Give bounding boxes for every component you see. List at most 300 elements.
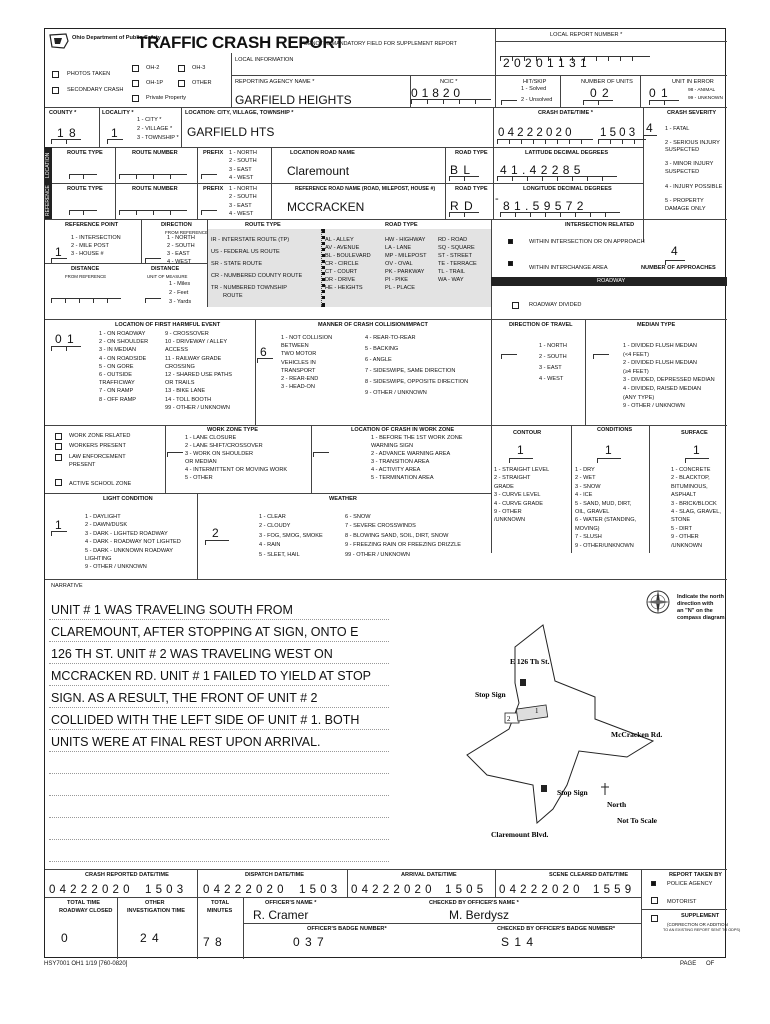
weather-option: 8 - BLOWING SAND, SOIL, DIRT, SNOW <box>345 532 449 539</box>
mandatory-note: *DENOTES MANDATORY FIELD FOR SUPPLEMENT REPORT <box>302 41 457 47</box>
contour-option: 3 - CURVE LEVEL <box>494 492 541 499</box>
total-label: TOTAL <box>211 900 230 906</box>
compass-note-4: compass diagram. <box>677 615 727 621</box>
harmful-event-option: 11 - RAILWAY GRADE <box>165 355 222 362</box>
road-type-label: ROAD TYPE <box>455 150 488 156</box>
within-intersection-checkbox[interactable] <box>508 239 513 244</box>
surface-option: 9 - OTHER <box>671 534 699 541</box>
law-enforcement-label-2: PRESENT <box>69 462 96 468</box>
reporting-agency[interactable]: GARFIELD HEIGHTS <box>235 93 352 107</box>
harmful-event-option: 7 - ON RAMP <box>99 388 134 395</box>
weather-value[interactable]: 2 <box>212 526 220 540</box>
county-value[interactable]: 1 8 <box>57 126 77 140</box>
other-checkbox[interactable] <box>178 80 185 87</box>
harmful-event-option: 5 - ON GORE <box>99 363 134 370</box>
arrival-label: ARRIVAL DATE/TIME <box>401 872 457 878</box>
surface-value[interactable]: 1 <box>693 443 701 457</box>
local-report-number-label: LOCAL REPORT NUMBER * <box>550 32 623 38</box>
work-zone-type-option: 3 - WORK ON SHOULDER <box>185 451 254 457</box>
rt-mp: MP - MILEPOST <box>385 253 427 259</box>
light-option: 5 - DARK - UNKNOWN ROADWAY <box>85 547 173 554</box>
dir-2: 2 - SOUTH <box>167 243 195 249</box>
rt-wa: WA - WAY <box>438 277 464 283</box>
badge-number[interactable]: 0 3 7 <box>293 935 325 949</box>
ruled-line <box>49 817 389 818</box>
light-option: 1 - DAYLIGHT <box>85 514 121 520</box>
surface-option: 3 - BRICK/BLOCK <box>671 500 717 507</box>
dispatch-time[interactable]: 1 5 0 3 <box>299 884 338 896</box>
ruled-line <box>49 795 389 796</box>
total-minutes[interactable]: 7 8 <box>203 935 223 949</box>
ref-road-name[interactable]: MCCRACKEN <box>287 200 365 214</box>
rt-pk: PK - PARKWAY <box>385 269 425 275</box>
officer-name-label: OFFICER'S NAME * <box>265 900 317 906</box>
narrative-line[interactable]: MCCRACKEN RD. UNIT # 1 FAILED TO YIELD AT STOP <box>51 669 372 683</box>
median-label: MEDIAN TYPE <box>637 322 676 328</box>
ruled-line <box>49 685 389 686</box>
condition-option: 2 - WET <box>575 475 596 482</box>
manner-option: 4 - REAR-TO-REAR <box>365 335 416 341</box>
work-zone-type-option: OR MEDIAN <box>185 459 217 465</box>
surface-option: ASPHALT <box>671 492 697 499</box>
crash-time[interactable]: 1 5 0 3 <box>600 127 636 139</box>
rt-hw: HW - HIGHWAY <box>385 237 426 243</box>
conditions-label: CONDITIONS <box>597 427 633 433</box>
rt-dr: DR - DRIVE <box>325 277 356 283</box>
rt-bl: BL - BOULEVARD <box>325 253 371 259</box>
surface-option: 4 - SLAG, GRAVEL, <box>671 509 721 515</box>
locality-label: LOCALITY * <box>102 110 134 116</box>
harmful-event-option: 3 - IN MEDIAN <box>99 347 136 354</box>
narrative-line[interactable]: 126 TH ST. UNIT # 2 WAS TRAVELING WEST ON <box>51 647 333 661</box>
condition-option: 7 - SLUSH <box>575 534 602 541</box>
surface-option: /UNKNOWN <box>671 542 703 549</box>
rt-tr2: ROUTE <box>223 293 243 299</box>
contour-option: 4 - CURVE GRADE <box>494 500 544 507</box>
light-option: 4 - DARK - ROADWAY NOT LIGHTED <box>85 539 181 546</box>
manner-option: TWO MOTOR <box>281 351 317 358</box>
diagram-stop-sign-1: Stop Sign <box>475 690 506 699</box>
surface-option: STONE <box>671 517 691 524</box>
weather-option: 3 - FOG, SMOG, SMOKE <box>259 532 323 539</box>
sev-2b: SUSPECTED <box>665 147 700 153</box>
ref-road-type-label: ROAD TYPE <box>455 186 488 192</box>
prefix-4: 4 - WEST <box>229 175 254 181</box>
rt-us: US - FEDERAL US ROUTE <box>211 249 280 255</box>
location-value[interactable]: GARFIELD HTS <box>187 125 275 139</box>
direction-travel-label: DIRECTION OF TRAVEL <box>509 322 573 328</box>
surface-label: SURFACE <box>681 430 708 436</box>
compass-note-3: an "N" on the <box>677 608 713 614</box>
checked-badge-number[interactable]: S 1 4 <box>501 935 535 949</box>
unit-error-98: 98 - ANIMAL <box>688 88 716 93</box>
oh3-checkbox[interactable] <box>178 65 185 72</box>
direction-sub: FROM REFERENCE <box>165 230 209 235</box>
median-option: (<4 FEET) <box>623 351 649 358</box>
harmful-event-option: 13 - BIKE LANE <box>165 388 206 395</box>
supplement-checkbox[interactable] <box>651 915 658 922</box>
secondary-crash-checkbox[interactable] <box>52 87 59 94</box>
ruled-line <box>49 641 389 642</box>
photos-taken-checkbox[interactable] <box>52 71 59 78</box>
harmful-event-option: TRAFFICWAY <box>99 380 135 387</box>
work-zone-type-option: 4 - INTERMITTENT OR MOVING WORK <box>185 467 288 473</box>
road-type[interactable]: B L <box>450 163 472 177</box>
dispatch-label: DISPATCH DATE/TIME <box>245 872 305 878</box>
work-zone-type-option: 1 - LANE CLOSURE <box>185 435 237 441</box>
harmful-event-value[interactable]: 0 1 <box>55 332 75 346</box>
diagram-north: North <box>607 800 627 809</box>
distance2-label: DISTANCE <box>151 266 180 272</box>
active-school-zone-label: ACTIVE SCHOOL ZONE <box>69 481 132 487</box>
investigation-time[interactable]: 2 4 <box>140 931 160 945</box>
condition-option: 6 - WATER (STANDING, <box>575 517 637 524</box>
condition-option: 3 - SNOW <box>575 483 601 490</box>
investigation-label: INVESTIGATION TIME <box>127 908 186 914</box>
narrative-line[interactable]: UNIT # 1 WAS TRAVELING SOUTH FROM <box>51 603 293 617</box>
arrival-date[interactable]: 0 4 2 2 2 0 2 0 <box>351 884 433 896</box>
direction-travel-option: 2 - SOUTH <box>539 354 567 360</box>
reference-vertical-label: REFERENCE <box>45 183 52 219</box>
surface-option: BITUMINOUS, <box>671 483 708 490</box>
weather-option: 1 - CLEAR <box>259 514 286 520</box>
num-approaches[interactable]: 4 <box>671 244 679 258</box>
num-units-label: NUMBER OF UNITS <box>581 79 633 85</box>
crash-diagram <box>395 589 725 859</box>
road-name[interactable]: Claremount <box>287 164 350 178</box>
sev-3: 3 - MINOR INJURY <box>665 161 714 167</box>
manner-option: VEHICLES IN <box>281 359 316 366</box>
diagram-stop-sign-2: Stop Sign <box>557 788 588 797</box>
locality-2: 2 - VILLAGE * <box>137 126 173 132</box>
sev-5b: DAMAGE ONLY <box>665 206 706 212</box>
manner-option: 2 - REAR-END <box>281 376 319 382</box>
ncic-value[interactable]: 0 1 8 2 0 <box>411 86 461 100</box>
condition-option: 1 - DRY <box>575 467 595 473</box>
rt-he: HE - HEIGHTS <box>325 285 363 291</box>
hit-skip-1: 1 - Solved <box>521 86 547 92</box>
form-title: TRAFFIC CRASH REPORT <box>137 33 345 52</box>
narrative-label: NARRATIVE <box>51 583 83 589</box>
prefix-3: 3 - EAST <box>229 167 252 173</box>
crash-severity[interactable]: 4 <box>646 121 654 135</box>
light-label: LIGHT CONDITION <box>103 496 153 502</box>
weather-option: 7 - SEVERE CROSSWINDS <box>345 523 416 530</box>
minutes-label: MINUTES <box>207 908 233 914</box>
light-option: 9 - OTHER / UNKNOWN <box>85 564 147 571</box>
road-name-label: LOCATION ROAD NAME <box>290 150 355 156</box>
condition-option: MOVING) <box>575 525 600 532</box>
ncic-label: NCIC * <box>440 79 458 85</box>
ref-1: 1 - INTERSECTION <box>71 235 121 241</box>
diagram-not-to-scale: Not To Scale <box>617 816 658 825</box>
direction-travel-option: 4 - WEST <box>539 376 564 382</box>
crash-datetime-label: CRASH DATE/TIME * <box>538 110 593 116</box>
harmful-event-option: OR TRAILS <box>165 380 195 387</box>
oh2-label: OH-2 <box>146 65 160 71</box>
work-zone-loc-option: WARNING SIGN <box>371 443 414 449</box>
rt-sq: SQ - SQUARE <box>438 245 475 251</box>
distance2-sub: UNIT OF MEASURE <box>147 274 188 279</box>
crash-reported-time[interactable]: 1 5 0 3 <box>145 884 184 896</box>
work-zone-loc-option: 4 - ACTIVITY AREA <box>371 467 421 473</box>
longitude-value[interactable]: 8 1 . 5 9 5 7 2 <box>503 199 584 213</box>
oh2-checkbox[interactable] <box>132 65 139 72</box>
harmful-event-option: 12 - SHARED USE PATHS <box>165 372 232 378</box>
latitude-label: LATITUDE DECIMAL DEGREES <box>525 150 609 156</box>
distance-label: DISTANCE <box>71 266 100 272</box>
supplement-sub2: TO AN EXISTING REPORT SENT TO ODPS) <box>663 928 741 932</box>
rt-la: LA - LANE <box>385 245 412 251</box>
rt-rd: RD - ROAD <box>438 237 468 243</box>
harmful-event-option: 1 - ON ROADWAY <box>99 331 146 337</box>
checked-by-name[interactable]: M. Berdysz <box>449 908 510 922</box>
manner-value[interactable]: 6 <box>260 345 268 359</box>
condition-option: 5 - SAND, MUD, DIRT, <box>575 500 632 507</box>
roadway-divided-label: ROADWAY DIVIDED <box>529 302 582 308</box>
light-value[interactable]: 1 <box>55 518 63 532</box>
diagram-street-3: Claremount Blvd. <box>491 830 549 839</box>
local-report-number[interactable]: 2 0 2 0 1 1 3 1 <box>503 56 588 70</box>
manner-option: 6 - ANGLE <box>365 357 392 363</box>
secondary-crash-label: SECONDARY CRASH <box>67 87 124 93</box>
harmful-event-option: 9 - CROSSOVER <box>165 331 209 337</box>
median-option: (ANY TYPE) <box>623 394 655 401</box>
workers-present-checkbox[interactable] <box>55 443 62 450</box>
intersection-related-label: INTERSECTION RELATED <box>565 222 635 228</box>
oh1p-checkbox[interactable] <box>132 80 139 87</box>
route-number-label: ROUTE NUMBER <box>132 150 178 156</box>
work-zone-related-checkbox[interactable] <box>55 433 62 440</box>
num-units[interactable]: 0 2 <box>590 86 610 100</box>
ref-prefix-3: 3 - EAST <box>229 203 252 209</box>
photos-taken-label: PHOTOS TAKEN <box>67 71 111 77</box>
law-enforcement-label: LAW ENFORCEMENT <box>69 454 126 460</box>
direction-travel-option: 1 - NORTH <box>539 343 567 349</box>
unit-error-99: 99 - UNKNOWN <box>688 96 723 101</box>
contour-option: 9 - OTHER <box>494 509 522 515</box>
surface-option: 5 - DIRT <box>671 525 693 532</box>
other-label: OTHER <box>192 80 212 86</box>
locality-value[interactable]: 1 <box>111 126 119 140</box>
rt-al: AL - ALLEY <box>325 237 354 243</box>
ref-prefix-2: 2 - SOUTH <box>229 194 257 200</box>
contour-option: 2 - STRAIGHT <box>494 475 531 482</box>
longitude-sign: - <box>495 193 499 205</box>
within-interchange-label: WITHIN INTERCHANGE AREA <box>529 265 608 271</box>
ruled-line <box>49 619 389 620</box>
narrative-line[interactable]: UNITS WERE AT FINAL REST UPON ARRIVAL. <box>51 735 321 749</box>
logo-text: Ohio Department of Public Safety <box>72 35 161 41</box>
rt-cr2: CR - CIRCLE <box>325 261 359 267</box>
narrative-line[interactable]: COLLIDED WITH THE LEFT SIDE OF UNIT # 1. BOTH <box>51 713 360 727</box>
unit-1-vehicle <box>516 705 547 721</box>
private-property-checkbox[interactable] <box>132 95 139 102</box>
narrative-line[interactable]: CLAREMOUNT, AFTER STOPPING AT SIGN, ONTO E <box>51 625 359 639</box>
locality-1: 1 - CITY * <box>137 117 162 123</box>
ruled-line <box>49 839 389 840</box>
manner-option: 5 - BACKING <box>365 346 399 352</box>
weather-label: WEATHER <box>329 496 357 502</box>
contour-value[interactable]: 1 <box>517 443 525 457</box>
median-option: 1 - DIVIDED FLUSH MEDIAN <box>623 343 697 349</box>
ref-prefix-4: 4 - WEST <box>229 211 254 217</box>
unit-2: 2 - Feet <box>169 290 189 296</box>
rt-tr: TR - NUMBERED TOWNSHIP <box>211 285 287 291</box>
officer-name[interactable]: R. Cramer <box>253 908 309 922</box>
location-vertical-label: LOCATION <box>45 147 52 183</box>
total-time-label: TOTAL TIME <box>67 900 100 906</box>
form-frame <box>44 28 741 958</box>
motorist-checkbox[interactable] <box>651 897 658 904</box>
ref-route-type-label: ROUTE TYPE <box>67 186 103 192</box>
light-option: 3 - DARK - LIGHTED ROADWAY <box>85 530 168 537</box>
unit-error[interactable]: 0 1 <box>649 86 669 100</box>
rt-cr: CR - NUMBERED COUNTY ROUTE <box>211 273 303 279</box>
supplement-sub1: (CORRECTION OR ADDITION <box>667 922 728 927</box>
report-taken-label: REPORT TAKEN BY <box>669 872 723 878</box>
surface-option: 2 - BLACKTOP, <box>671 475 710 482</box>
rt-st: ST - STREET <box>438 253 473 259</box>
ref-point-label: REFERENCE POINT <box>65 222 119 228</box>
ref-route-type-section-label: ROUTE TYPE <box>245 222 281 228</box>
ref-prefix-1: 1 - NORTH <box>229 186 257 192</box>
conditions-value[interactable]: 1 <box>605 443 613 457</box>
stop-sign-2-icon <box>541 785 547 792</box>
dir-3: 3 - EAST <box>167 251 190 257</box>
ref-road-type[interactable]: R D <box>450 199 474 213</box>
latitude-value[interactable]: 4 1 . 4 2 2 8 5 <box>500 163 581 177</box>
county-label: COUNTY * <box>49 110 77 116</box>
work-zone-type-label: WORK ZONE TYPE <box>207 427 258 433</box>
weather-option: 9 - FREEZING RAIN OR FREEZING DRIZZLE <box>345 542 461 549</box>
direction-label: DIRECTION <box>161 222 192 228</box>
num-approaches-label: NUMBER OF APPROACHES <box>641 265 716 271</box>
manner-option: BETWEEN <box>281 343 309 350</box>
dir-4: 4 - WEST <box>167 259 192 265</box>
hit-skip-2: 2 - Unsolved <box>521 97 553 103</box>
stop-sign-1-icon <box>520 679 526 686</box>
prefix-1: 1 - NORTH <box>229 150 257 156</box>
rt-ct: CT - COURT <box>325 269 358 275</box>
unit-1: 1 - Miles <box>169 281 191 287</box>
ref-route-number-label: ROUTE NUMBER <box>132 186 178 192</box>
work-zone-loc-option: 3 - TRANSITION AREA <box>371 459 430 465</box>
within-intersection-label: WITHIN INTERSECTION OR ON APPROACH <box>529 239 645 245</box>
work-zone-type-option: 5 - OTHER <box>185 475 213 481</box>
roadway-closed[interactable]: 0 <box>61 931 69 945</box>
prefix-2: 2 - SOUTH <box>229 158 257 164</box>
within-interchange-checkbox[interactable] <box>508 261 513 266</box>
work-zone-loc-option: 1 - BEFORE THE 1ST WORK ZONE <box>371 435 463 441</box>
hit-skip-label: HIT/SKIP <box>523 79 547 85</box>
contour-label: CONTOUR <box>513 430 542 436</box>
arrival-time[interactable]: 1 5 0 5 <box>445 884 484 896</box>
checked-by-label: CHECKED BY OFFICER'S NAME * <box>429 900 519 906</box>
weather-option: 99 - OTHER / UNKNOWN <box>345 551 410 558</box>
cleared-date[interactable]: 0 4 2 2 2 0 2 0 <box>499 884 581 896</box>
roadway-label: ROADWAY <box>597 278 626 284</box>
median-option: 2 - DIVIDED FLUSH MEDIAN <box>623 360 697 367</box>
police-agency-checkbox[interactable] <box>651 881 656 886</box>
manner-option: 3 - HEAD-ON <box>281 384 315 391</box>
surface-option: 1 - CONCRETE <box>671 467 711 473</box>
location-label: LOCATION: CITY, VILLAGE, TOWNSHIP * <box>185 110 294 116</box>
locality-3: 3 - TOWNSHIP * <box>137 135 179 141</box>
unit-3: 3 - Yards <box>169 299 192 305</box>
narrative-line[interactable]: SIGN. AS A RESULT, THE FRONT OF UNIT # 2 <box>51 691 318 705</box>
roadway-divided-checkbox[interactable] <box>512 302 519 309</box>
other-time-label: OTHER <box>145 900 165 906</box>
ruled-line <box>49 751 389 752</box>
diagram-unit-2: 2 <box>507 715 511 723</box>
law-enforcement-checkbox[interactable] <box>55 454 62 461</box>
ruled-line <box>49 729 389 730</box>
oh1p-label: OH-1P <box>146 80 164 86</box>
harmful-event-option: ACCESS <box>165 347 189 354</box>
condition-option: 4 - ICE <box>575 492 593 499</box>
work-zone-loc-option: 2 - ADVANCE WARNING AREA <box>371 451 451 457</box>
rt-pi: PI - PIKE <box>385 277 409 283</box>
sev-4: 4 - INJURY POSSIBLE <box>665 184 723 190</box>
cleared-time[interactable]: 1 5 5 9 <box>593 884 632 896</box>
weather-option: 2 - CLOUDY <box>259 523 291 530</box>
prefix-label: PREFIX <box>203 150 224 156</box>
crash-severity-label: CRASH SEVERITY <box>667 110 717 116</box>
sev-3b: SUSPECTED <box>665 169 700 175</box>
diagram-street-1: E 126 Th St. <box>510 657 550 666</box>
contour-option: /UNKNOWN <box>494 517 526 524</box>
rt-tl: TL - TRAIL <box>438 269 466 275</box>
roadway-closed-label: ROADWAY CLOSED <box>59 908 113 914</box>
median-option: 9 - OTHER / UNKNOWN <box>623 403 685 410</box>
local-information-label: LOCAL INFORMATION <box>235 57 294 63</box>
work-zone-loc-label: LOCATION OF CRASH IN WORK ZONE <box>351 427 455 433</box>
crash-date[interactable]: 0 4 2 2 2 0 2 0 <box>498 127 572 139</box>
ref-road-name-label: REFERENCE ROAD NAME (ROAD, MILEPOST, HOUSE #) <box>295 186 436 192</box>
police-agency-label: POLICE AGENCY <box>667 881 713 887</box>
median-option: 3 - DIVIDED, DEPRESSED MEDIAN <box>623 377 715 384</box>
contour-option: 1 - STRAIGHT LEVEL <box>494 467 550 473</box>
rt-av: AV - AVENUE <box>325 245 360 251</box>
ref-2: 2 - MILE POST <box>71 243 109 249</box>
manner-option: 8 - SIDESWIPE, OPPOSITE DIRECTION <box>365 379 469 385</box>
work-zone-type-option: 2 - LANE SHIFT/CROSSOVER <box>185 443 263 449</box>
private-property-label: Private Property <box>146 95 187 101</box>
manner-option: 7 - SIDESWIPE, SAME DIRECTION <box>365 368 456 374</box>
ruled-line <box>49 861 389 862</box>
median-option: 4 - DIVIDED, RAISED MEDIAN <box>623 386 702 392</box>
weather-option: 5 - SLEET, HAIL <box>259 551 300 558</box>
light-option: 2 - DAWN/DUSK <box>85 522 128 529</box>
direction-travel-option: 3 - EAST <box>539 365 562 371</box>
manner-option: 1 - NOT COLLISION <box>281 335 333 341</box>
compass-note-1: Indicate the north <box>677 594 724 600</box>
ref-point[interactable]: 1 <box>55 245 63 259</box>
page-label: PAGE <box>680 961 697 967</box>
rt-pl: PL - PLACE <box>385 285 415 291</box>
active-school-zone-checkbox[interactable] <box>55 479 62 486</box>
harmful-event-option: 6 - OUTSIDE <box>99 372 132 378</box>
crash-reported-date[interactable]: 0 4 2 2 2 0 2 0 <box>49 884 131 896</box>
harmful-event-option: CROSSING <box>165 363 195 370</box>
motorist-label: MOTORIST <box>667 899 697 905</box>
ref-prefix-label: PREFIX <box>203 186 224 192</box>
sev-1: 1 - FATAL <box>665 126 690 132</box>
dispatch-date[interactable]: 0 4 2 2 2 0 2 0 <box>203 884 285 896</box>
harmful-event-option: 14 - TOLL BOOTH <box>165 396 212 403</box>
manner-option: 9 - OTHER / UNKNOWN <box>365 390 427 396</box>
